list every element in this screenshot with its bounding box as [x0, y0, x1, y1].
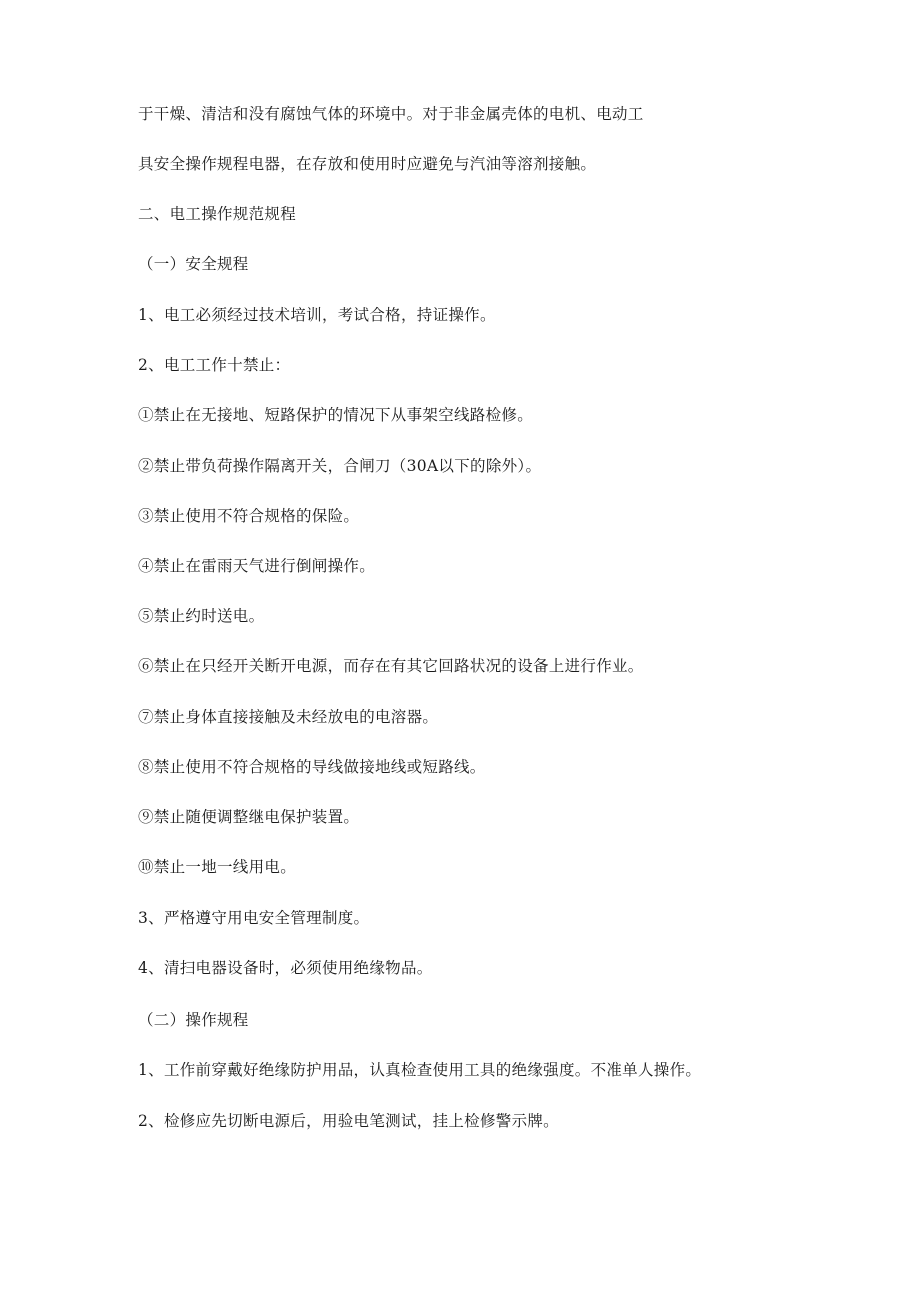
subsection-heading: （一）安全规程 — [138, 255, 249, 273]
prohibition-item: ⑧禁止使用不符合规格的导线做接地线或短路线。 — [138, 758, 486, 776]
prohibition-item: ⑨禁止随便调整继电保护装置。 — [138, 808, 360, 826]
list-item: 1、电工必须经过技术培训，考试合格，持证操作。 — [138, 306, 496, 324]
list-item: 4、清扫电器设备时，必须使用绝缘物品。 — [138, 959, 433, 977]
prohibition-item: ④禁止在雷雨天气进行倒闸操作。 — [138, 557, 376, 575]
prohibition-item: ⑥禁止在只经开关断开电源，而存在有其它回路状况的设备上进行作业。 — [138, 657, 644, 675]
paragraph-line: 于干燥、清洁和没有腐蚀气体的环境中。对于非金属壳体的电机、电动工 — [138, 105, 644, 123]
prohibition-item: ②禁止带负荷操作隔离开关，合闸刀（30A以下的除外）。 — [138, 457, 542, 475]
prohibition-item: ③禁止使用不符合规格的保险。 — [138, 507, 360, 525]
prohibition-item: ①禁止在无接地、短路保护的情况下从事架空线路检修。 — [138, 406, 534, 424]
list-item: 3、严格遵守用电安全管理制度。 — [138, 909, 370, 927]
list-item: 2、检修应先切断电源后，用验电笔测试，挂上检修警示牌。 — [138, 1112, 559, 1130]
section-heading: 二、电工操作规范规程 — [138, 205, 297, 223]
list-item: 1、工作前穿戴好绝缘防护用品，认真检查使用工具的绝缘强度。不准单人操作。 — [138, 1061, 702, 1079]
prohibition-item: ⑩禁止一地一线用电。 — [138, 858, 297, 876]
subsection-heading: （二）操作规程 — [138, 1011, 249, 1029]
prohibition-item: ⑦禁止身体直接接触及未经放电的电溶器。 — [138, 708, 439, 726]
list-item: 2、电工工作十禁止： — [138, 356, 291, 374]
prohibition-item: ⑤禁止约时送电。 — [138, 607, 265, 625]
paragraph-line: 具安全操作规程电器，在存放和使用时应避免与汽油等溶剂接触。 — [138, 155, 597, 173]
